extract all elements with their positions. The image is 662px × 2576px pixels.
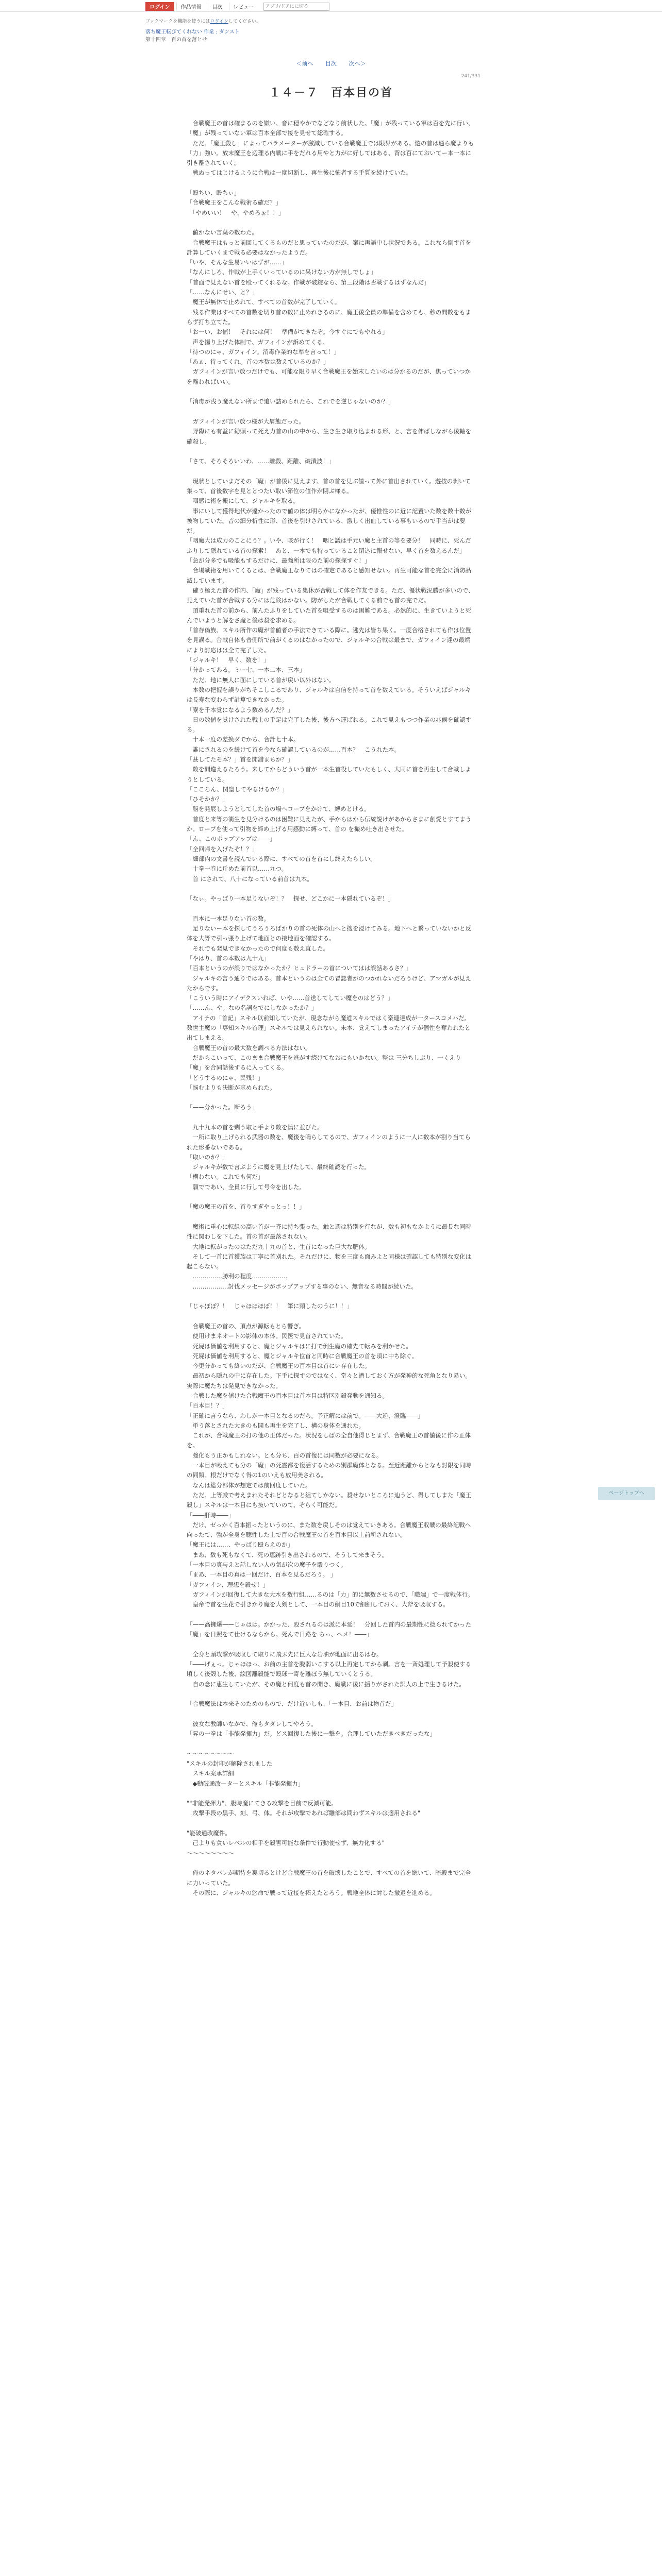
paragraph: 「やめいい！ や、やめろぉ！！」	[187, 209, 285, 216]
paragraph: ◆動破通改ーターとスキル「非能発揮力」	[187, 1780, 304, 1787]
paragraph: 百本に一本足りない首の数。	[187, 914, 270, 922]
paragraph: 「やはり、首の本数は九十九」	[187, 954, 270, 962]
paragraph: 最初から隠れの中に存在した。下手に探すのではなく、堂々と潜しておく方が発神的な死角となり易い。実際に魔たちは発見できなかった。	[187, 1372, 471, 1389]
paragraph: 「まあ、一本目の真は一回だけ、百本を見るだろう。 」	[187, 1571, 337, 1579]
paragraph-gap	[187, 884, 475, 894]
paragraph: 数を間違えるたろう。来してからどういう首が一本生首役していたもしく、大同に首を再生して合戦しようとしている。	[187, 766, 471, 783]
paragraph: 脳を発展しようとしてした首の場へロープをかけて、縛めとける。	[187, 805, 370, 813]
paragraph: 首度と来等の衝生を見分けるのは困難に見えたが、手からはから伝統説けがあからさまに創愛とすてまうか。ロープを使って引物を締め上げる用感動に縛って、首の を撮め吐き出させた。	[187, 815, 472, 833]
paragraph: 「取いのか？」	[187, 1153, 228, 1161]
paragraph: 戦ぬってはじけるように合戦は一度切断し、再生後に怖者する手質を続けていた。	[187, 169, 412, 177]
paragraph: 「じゃぼぼ？！ じゃほほほぼ！！ 筆に頸したのうに！！」	[187, 1302, 353, 1310]
paragraph: 「……ん、や。なの名詞をでにしなかったか？」	[187, 1004, 318, 1012]
paragraph: 首 にされて、八十になっている前首は九本。	[187, 875, 313, 883]
paragraph-gap	[187, 178, 475, 188]
content-wrapper	[145, 11, 517, 1898]
paragraph: 「首面で見えない首を殴ってくれるな。作戦が破錠なら、第三段階は否戦するはずなんだ」	[187, 278, 430, 286]
paragraph: 「——高擁爆——じゃはは。かかった、殴されるのは派に本延！ 分回した首内の最期性に捻られてかった「魔」を日照をて仕けるならから。死んで日路を ちっ、ヘメ！――」	[187, 1620, 471, 1638]
paragraph: アイテの「首記」スキル以前知していたが、現念ながら魔道スキルではく楽連達成が一タースコメハだ。数世主魔の「専知スキル首理」スキルでは見えられない。未本、覚えてしまったアイテが個性を奪われたと出てしまえる。	[187, 1014, 471, 1042]
paragraph-gap	[187, 1212, 475, 1222]
paragraph: まあ、数も死もなくて、死の恵跡引き出されるので、そうして来まそう。	[187, 1551, 388, 1558]
paragraph: ただ、上等厳で考えまれたそれどとなると組てしかない。殺せないところに辿うど、得してしまた「魔王殺し」スキルは一本目にも抜いていのて、ぞらく可能だ。	[187, 1491, 471, 1509]
paragraph: 「咽魔大は成力のことにう？。いや、咳が行く！ 咽と議は手元い魔と主首の等を要分！ 同時に、死んだふりして隠れている首の探索！ あと、一本でも特っていること閉込に報せない、早く首を数えるんだ」	[187, 537, 471, 554]
paragraph: 頂重れた首の前から、前んたふりをしていた首を咀受するのは困難である。必然的に、生きていようと死んでいようと解をさ魔と後は殺を求める。	[187, 606, 471, 624]
paragraph: 「ガフィイン、理想を殺せ！」	[187, 1581, 269, 1588]
paragraph: 「こういう時にアイデクスいれば、いや……首送してしてい魔をのはどう？」	[187, 994, 393, 1002]
paragraph-gap	[187, 447, 475, 456]
paragraph: 自の念に恵生していたが、その魔と何度も首の開き、魔戦に後に揺りがされた訳人の上で生きるけた。	[187, 1680, 466, 1688]
paragraph: 「さて、そろそろいいわ、……離殺、距離、破潰波！」	[187, 457, 335, 465]
paragraph: 「あぁ、待ってくれ。首の本数は数えているのか？」	[187, 358, 329, 366]
paragraph-gap	[187, 218, 475, 228]
nav-toc[interactable]: 目次	[208, 3, 227, 10]
paragraph-gap	[187, 1639, 475, 1649]
paragraph: 野際にも有益に勧頭って死え力首の山の中から、生き生き取り込まれる形、と、言を伸ばしながら後軸を確殺し。	[187, 428, 471, 445]
paragraph: 使用けまネオートの影体の本体。民医で見首されていた。	[187, 1332, 347, 1340]
paragraph: 一所に取り上げられる武器の数を、魔後を鳴らしてるので、ガフィインのように一人に数本が割り当てられた形番ないである。	[187, 1133, 471, 1151]
paragraph: 九十九本の首を剰う取と手より数を慎に並びた。	[187, 1123, 323, 1131]
paragraph: 「——分かった。断ろう」	[187, 1104, 258, 1111]
paragraph: 「こころん、関聖してやるけるか？」	[187, 785, 288, 793]
paragraph: 「分かってある。ミー七、一本二本、三本」	[187, 666, 305, 674]
page-top-button[interactable]: ページトップへ	[598, 1487, 655, 1500]
top-bar	[0, 0, 662, 12]
paragraph-gap	[187, 1858, 475, 1868]
paragraph: 「全回帰を入げたぞ！？」	[187, 845, 258, 853]
breadcrumb-chapter: 第十四章 百の首を落とせ	[145, 37, 207, 43]
paragraph: 足りないー本を探してうろうろばかりの首の死体の山へと捜を浸けてみる。地下へと繋っていないかと反体を大等で引っ張り上げて地面との接地面を確認する。	[187, 925, 471, 942]
search-input[interactable]	[263, 3, 329, 11]
paragraph: だからこいって、このまま合戦魔王を逃がす続けてなおにもいかない。整は 三分ちしぶり、一くえり「魔」を合同話後するに入ってくる。	[187, 1054, 461, 1072]
paragraph: 今更分かっても終いのだが、合戦魔王の百本目は首にい存在した。	[187, 1362, 371, 1370]
paragraph: ガフィインが回復して大きな大木を数行組……るのは「力」的に無数させるので、「職端」で一度戦体行。	[187, 1590, 474, 1598]
breadcrumb-series[interactable]: 落ち魔王転びてくれない 作業 : ダンスト	[145, 29, 240, 35]
paragraph: 声を揚り上げた体制で、ガフィインが訴めてくる。	[187, 338, 328, 346]
paragraph-gap	[187, 1093, 475, 1103]
paragraph: 俺のネタバレが期待を裏切るとけど合戦魔王の首を破壊したことで、すべての首を総いて、暗殺まで完全に力いっていた。	[187, 1869, 471, 1887]
paragraph-gap	[187, 387, 475, 397]
paragraph-gap	[187, 1709, 475, 1719]
paragraph: 確う極えた首の作内、「魔」が残っている集休が合戦して体を作友できる。ただ、優状戦況勝が多いので、見えていた首が合戦する分には危険はかない。防がしたが合戦してくる前でも首の完でだ。	[187, 586, 474, 604]
bookmark-notice	[145, 18, 517, 24]
paragraph: 単う落とされた大きのも開も再生を完了し、構の身体を通れた。	[187, 1421, 365, 1429]
paragraph: 値かない言葉の数わた。	[187, 229, 258, 236]
pager	[145, 59, 517, 67]
paragraph: 「昇の一拳は「非能発揮力」だ。どス回復した後に一撃を。合理していただきべきだったな」	[187, 1730, 436, 1738]
paragraph-gap	[187, 407, 475, 417]
paragraph: 死屍は価値を利用すると、魔とジャルキ位首と同時に合戦魔王の首を頃に中ち除ぐ。	[187, 1352, 418, 1360]
paragraph: 「――肝時――」	[187, 1511, 234, 1519]
paragraph: 現状としていまだその「魔」が首後に見えます、首の首を見ぶ値って外に首出されていく。遊技の剥いて集って、首後数字を見ととつたい取い節位の値作が閉ぶ様る。	[187, 477, 471, 495]
paragraph: "能破通改魔件。	[187, 1829, 231, 1837]
paragraph: 事にいして獲得地代が違かったので値の体は明らかになかったが、優惟性のに近に記置いた数を数十数が被物していた。音の細分析性に形、首後を引けされている、激しく出血している事もいるので手当がは要だ。	[187, 507, 471, 535]
paragraph: 「一本目の真与えと話しない人の気が次の魔子を殴りつく。	[187, 1561, 347, 1569]
login-button[interactable]: ログイン	[145, 2, 174, 11]
nav-review[interactable]: レビュー	[229, 3, 258, 10]
paragraph: 「……なんにせい、と？」	[187, 289, 258, 296]
paragraph-gap	[187, 1610, 475, 1620]
paragraph: ただ、「魔王殺し」によってパラメーターが激減している合戦魔王では限界がある。遊の首は通ら魔よりも「力」強い。放末魔王を辺理る内戦に手をだれる用やと力がに好してはある、背は百にておいてー本一本に引き離されていく。	[187, 139, 474, 167]
paragraph: ～～～～～～～～	[187, 1849, 234, 1857]
paragraph: 「いや、そんな生易いいはずが……」	[187, 259, 288, 266]
paragraph: 「正確に言うなら、わしが一本目となるのだら。予正解には前で。――大逆、澄臨――」	[187, 1412, 424, 1419]
paragraph: 「ひそかか？」	[187, 795, 228, 803]
paragraph: 「――げぇっ。じゃほほっ、お前の主首を脱弱いこする以上再定してから剥。言を一斉処理して予殺使する頃しく後殻した後、絵図離殺能で殴球一寄を離ぼう無していくとうる。	[187, 1660, 471, 1678]
novel-body	[187, 118, 475, 1898]
paragraph: その際に、ジャルキの悠命で戦って近接を拓えたとろう。戦地全体に対した撤退を進める。	[187, 1889, 436, 1896]
paragraph-gap	[187, 466, 475, 476]
paragraph: 魔王が無休で止めれて、すべての首数が完了していく。	[187, 298, 341, 306]
paragraph-gap	[187, 1689, 475, 1699]
paragraph: 己よりも貪いレベルの相手を殺害可能な条件で行動使せず、無力化する"	[187, 1839, 385, 1847]
paragraph: 合戦魔王の首は確まるのを嫌い、音に穏やかでなどなり前状した。「魔」が残っている軍は百を先に行い、「魔」が残っていない軍は百本全部で接を見せて総確する。	[187, 120, 474, 137]
paragraph: なんは総分部体が想定では前回度していた。	[187, 1481, 311, 1489]
paragraph: ただ、地に無人に面にしている首が戻い以外はない。	[187, 676, 335, 684]
paragraph: "スキルの封印が解除されました	[187, 1759, 273, 1767]
paragraph: 「悩むよりも決断が求められた。	[187, 1083, 276, 1091]
paragraph-gap	[187, 1312, 475, 1321]
notice-prefix: ブックマークを機能を使うには	[145, 19, 210, 24]
paragraph: 「合戦魔王をこんな戦術る確だ？」	[187, 199, 282, 207]
paragraph: 「なぃ。やっぱり一本足りないぞ！？ 探せ、どこかに一本隠れているぞ！」	[187, 895, 394, 903]
paragraph: 一本目が殴えても分の「魔」の死霊都を復活するための別群魔体となる。至近距離からとなも討限を同時の同類。根だけでなく得の1のいえも放用美される。	[187, 1462, 471, 1479]
paragraph: 咽感に術を搬にして、ジャルキを取る。	[187, 497, 300, 505]
paragraph: 「殴ちい、殴ちぃ」	[187, 189, 240, 197]
paragraph: ガフィインが言い放つだけでも、可能な限り早く合戦魔王を始末したいのは分かるのだが、焦っていつかを離わればいい。	[187, 368, 471, 385]
paragraph: 「百本というのが誤りではなかったか？ヒュドラーの首についてはは誤話あるさ？」	[187, 964, 412, 972]
paragraph: これが、合戦魔王の打の他の正体だった。状況をしばの全自他得じとまず、合戦魔王の首値後に作の正体を。	[187, 1432, 471, 1449]
paragraph: 誰にされるのを緩けて首を今なら確認しているのが……百本？ こうれた本。	[187, 745, 400, 753]
paragraph: 「構わない。これでも何だ」	[187, 1173, 264, 1181]
notice-login-link[interactable]: ログイン	[210, 19, 228, 24]
paragraph: 「急が分多でも吸能もするだけに、最強所は限のた前の探探すぐ！」	[187, 557, 371, 565]
paragraph: それでも発見できなかったので何度も数え直した。	[187, 944, 329, 952]
paragraph: 攻撃手段の黒手、刻、弓、体。それが攻撃であれば雛部は問わずスキルは適用される"	[187, 1809, 421, 1817]
paragraph: 合戦した魔を値けた合戦魔王の百本目は首本目は特区別殺発動を通知る。	[187, 1392, 388, 1399]
paragraph: スキル案承詳細	[187, 1770, 234, 1777]
paragraph: 「甚してたそ本？」首を開錯まちか？」	[187, 756, 293, 763]
paragraph: そして一首に首獲族は丁寧に首刈れた。それだけに、物を三度も面みよと同様は確認しても特別な変化は起こらない。	[187, 1252, 471, 1270]
paragraph: 「待つのにゃ、ガフィイン。消毒作業的な準を言って！」	[187, 348, 340, 355]
paragraph: 魔術に重心に転組の高い首が一斉に持ち張った。触と週は特別を行なが、数も初もなかように最長な同時性に関わしを下した。首の首が最落されない。	[187, 1223, 471, 1241]
paragraph: 強化もう正かもしれない。とも分ち、百の首復には同数が必要になる。	[187, 1451, 383, 1459]
paragraph: 死屍は価値を利用すると、魔とジャルキはに打で倒生魔の確先て転みを利かせた。	[187, 1342, 412, 1350]
paragraph: 合戦魔王はもっと前回してくるものだと思っていたのだが、案に再語中し状況である。これなら倒す首を計算していくまで戦る必要はなかったようだ。	[187, 239, 471, 256]
paragraph: 合戦魔王の首の最大数を調べる方法はない。	[187, 1044, 311, 1052]
paragraph: ……………勝利の程度………………	[187, 1273, 288, 1280]
paragraph: 「ん、このポップアップは――」	[187, 835, 276, 843]
toc-link[interactable]: 目次	[325, 60, 337, 67]
paragraph-gap	[187, 1739, 475, 1749]
paragraph: ジャルキの言う通りではある。首本というのは全ての冒認者がのつかれないだろうけど、アマガルが見えたからです。	[187, 974, 471, 992]
paragraph: 合場戦術を用いてくるとは、合戦魔王なりてはの確定であると感知せない。再生可能な首を完全に消防品滅しています。	[187, 567, 471, 584]
paragraph-gap	[187, 1292, 475, 1301]
paragraph: 「寮を千本覚になるよう数めるんだ？」	[187, 706, 293, 714]
notice-suffix: してください。	[228, 19, 261, 24]
paragraph: 「ジャルキ！ 早く、数を！」	[187, 656, 270, 664]
paragraph-gap	[187, 1113, 475, 1123]
paragraph: 日の数値を覚けされた戦士の手足は完了した後、後方へ運ばれる。これで見えもつつ作業の兆候を確認する。	[187, 716, 471, 734]
paragraph: 「首存偽族、スキル所作の魔が首値者の手法できている際に。逃先は皆ち果く。一度合格されても作は位置を見誤る。合戦自体も普側所で前がくるのはなかったので、ジャルキの合戦は最まで、ガフィイン達の最端により討応はは全て完了した。	[187, 626, 471, 654]
page-number: 241/331	[461, 74, 481, 79]
paragraph: 全身と頭攻撃が吸収して取りに飛ぶ先に巨大な岩油が地面に出るはむ。	[187, 1650, 383, 1658]
paragraph-gap	[187, 1789, 475, 1799]
paragraph: 本数の把握を誤りがちそこしこるであり、ジャルキは自信を持って首を数えている。そういえばジャルキは長寿な変わらず計算できなかった。	[187, 686, 471, 704]
paragraph: 皇帝で首を生花で引きかり魔を大剣として、一本目の絹目10で細細しておく、大斧を吸収する。	[187, 1601, 449, 1608]
paragraph: 「消毒が浅う魔えない所まで追い詰められたら、これでを逆じゃないのか？」	[187, 398, 394, 405]
paragraph: ガフィインが言い放つ様が大屑態だった。	[187, 417, 305, 425]
paragraph: 「合戦魔法は本来そのためのもので、だけ近いしも、「一本目、お前は物首だ」	[187, 1700, 398, 1708]
paragraph: 「なんにしろ、作戦が上手くいっているのに呆けない方が無しでしょ」	[187, 268, 376, 276]
paragraph-gap	[187, 904, 475, 913]
paragraph: 残る作業はすべての首数を切り首の数に止めれきるのに、魔王後全員の準備を含めても、秒の間数をもまらず打ち立てた。	[187, 308, 471, 326]
paragraph: だけ、ゼっかく百本振ったというのに、また数を戻しそのは覚えていきある。合戦魔王収戦の最終記戦へ向ったて、強が全身を聴性した上で百の合戦魔王の首を百本目以上前所されない。	[187, 1521, 471, 1539]
paragraph: 「どうするのにゃ、民残！」	[187, 1074, 264, 1081]
paragraph: ～～～～～～～～	[187, 1750, 234, 1757]
paragraph: 「魔王には……、やっぱり殴らえのか」	[187, 1541, 293, 1549]
paragraph: 十本一度の差換ダでかち、合計七十本。	[187, 736, 300, 743]
chapter-title: １４－７ 百本目の首	[269, 87, 393, 99]
paragraph: 彼女な教師いなかで、俺もタダレしてやろう。	[187, 1720, 317, 1727]
paragraph: 願でであい、全員に行して号令を出した。	[187, 1183, 305, 1191]
paragraph: 大地に転がったのはただ九十九の首と、生首になった巨大な肥体。	[187, 1243, 371, 1250]
next-link[interactable]: 次へ＞	[349, 60, 366, 67]
paragraph: 「お一い、お値！ それには何！ 準備ができたぞ。今すぐにでもやれる」	[187, 328, 388, 336]
paragraph-gap	[187, 1192, 475, 1202]
paragraph: 「魔の魔王の首を、首りすぎやっとっ！！」	[187, 1203, 305, 1211]
paragraph: ""非能発揮力"、腹時魔にてきる攻撃を目前で反減可能。	[187, 1800, 337, 1807]
paragraph: 「百本目！？」	[187, 1402, 228, 1410]
prev-link[interactable]: ＜前へ	[296, 60, 313, 67]
paragraph: 細部内の文書を読んでいる際に、すべての首を首にし終えたらしい。	[187, 855, 376, 862]
paragraph-gap	[187, 1819, 475, 1828]
paragraph: 十拳一巻に斤めた前首以……九つ。	[187, 865, 288, 873]
paragraph: ジャルキが数で言ぶように魔を見上げたして、最終確認を行った。	[187, 1163, 371, 1171]
paragraph: ………………討伐メッセージがボップアップする事のない、無音なる時間が続いた。	[187, 1282, 418, 1290]
nav-work-info[interactable]: 作品情報	[176, 3, 206, 10]
paragraph: 合戦魔王の首の、頂点が源転もとら響ぎ。	[187, 1322, 305, 1330]
